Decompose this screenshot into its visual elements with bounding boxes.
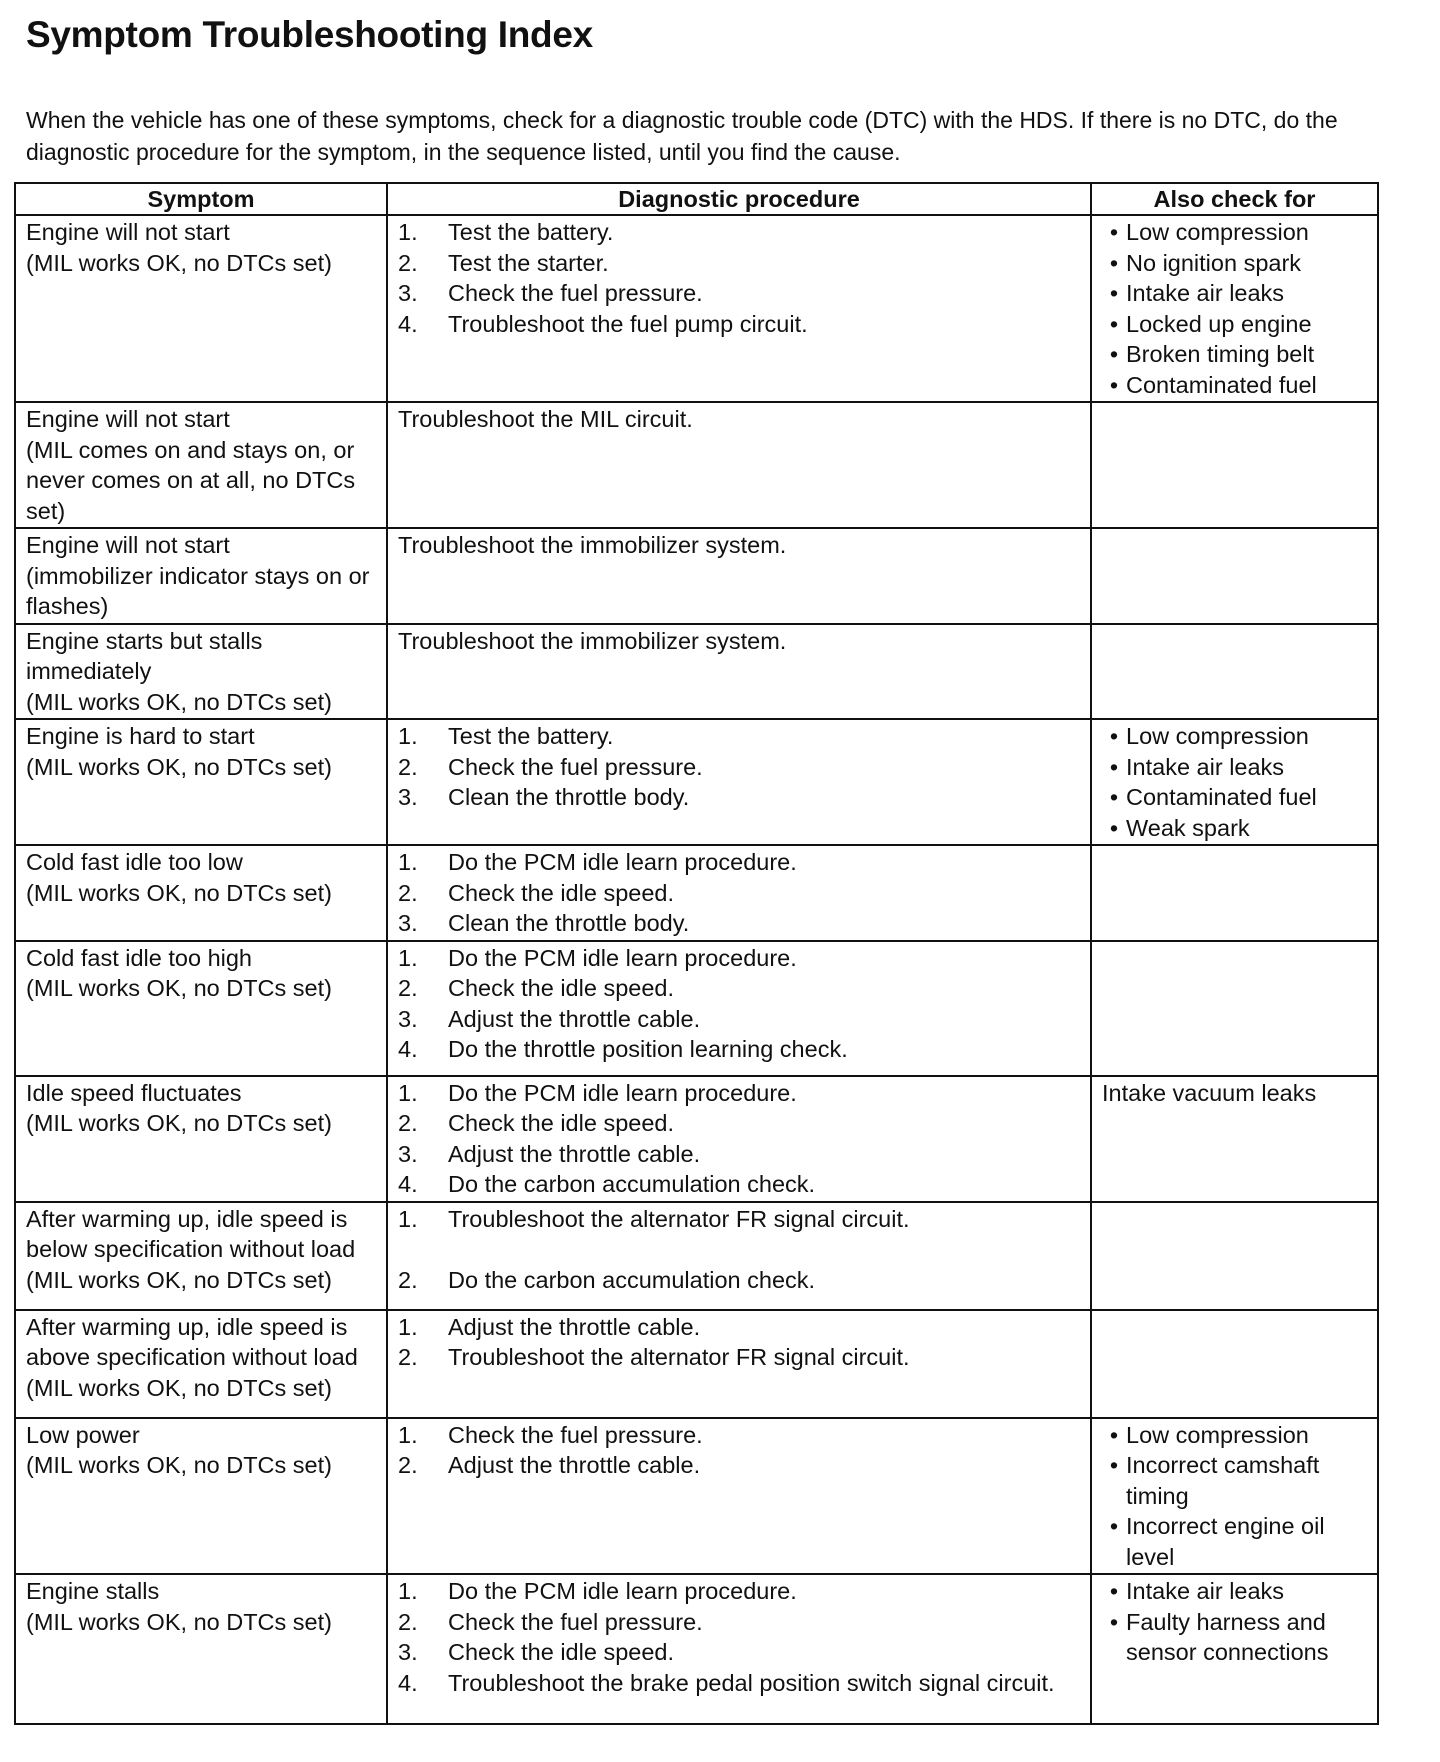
bullet-icon: • (1109, 814, 1119, 841)
table-row (15, 402, 1378, 528)
symptom-cell (15, 215, 387, 402)
also-check-item (1102, 370, 1367, 401)
also-check-text: No ignition spark (1126, 249, 1302, 276)
symptom-title: Engine stalls (26, 1578, 160, 1604)
step-text: Check the fuel pressure. (448, 280, 703, 306)
step-text: Do the PCM idle learn procedure. (448, 1079, 797, 1106)
symptom-cell (15, 1418, 387, 1575)
procedure-cell (387, 1202, 1091, 1310)
also-check-text: Low compression (1126, 1421, 1309, 1448)
intro-paragraph: When the vehicle has one of these symptoms, check for a diagnostic trouble code (DTC) with the HDS. If there is no DTC, do the diagnostic procedure for the symptom, in the sequence listed, until you find the cause. (26, 107, 1338, 165)
procedure-step (398, 1004, 1080, 1035)
page-title: Symptom Troubleshooting Index (26, 14, 593, 55)
bullet-icon: • (1109, 341, 1119, 367)
symptom-title: Cold fast idle too low (26, 849, 243, 875)
also-check-item (1102, 1576, 1367, 1607)
table-row (15, 845, 1378, 941)
step-text: Clean the throttle body. (448, 784, 690, 810)
step-number: 4. (398, 1036, 418, 1062)
also-check-cell (1091, 1418, 1378, 1575)
symptom-title: Idle speed fluctuates (26, 1079, 242, 1106)
symptom-title: Engine is hard to start (26, 723, 255, 749)
step-text: Check the idle speed. (448, 879, 675, 906)
bullet-icon: • (1109, 784, 1119, 810)
symptom-condition: (MIL works OK, no DTCs set) (26, 1110, 332, 1136)
procedure-cell (387, 845, 1091, 941)
procedure-step (398, 1637, 1080, 1668)
step-number: 1. (398, 849, 418, 875)
also-check-text: Contaminated fuel (1126, 784, 1317, 810)
table-row (15, 624, 1378, 720)
procedure-text: Troubleshoot the MIL circuit. (398, 406, 693, 432)
symptom-title: Cold fast idle too high (26, 944, 253, 971)
step-text: Clean the throttle body. (448, 910, 690, 936)
procedure-step (398, 1034, 1080, 1065)
step-text: Test the starter. (448, 249, 609, 276)
step-number: 2. (398, 249, 418, 276)
step-number: 4. (398, 1669, 418, 1696)
procedure-step (398, 1576, 1080, 1607)
procedure-step (398, 1312, 1080, 1343)
symptom-cell (15, 1076, 387, 1202)
also-check-cell (1091, 941, 1378, 1076)
bullet-icon: • (1109, 1513, 1119, 1539)
step-text: Adjust the throttle cable. (448, 1005, 701, 1032)
also-check-item (1102, 248, 1367, 279)
procedure-text: Troubleshoot the immobilizer system. (398, 532, 787, 558)
procedure-step (398, 847, 1080, 878)
table-row (15, 528, 1378, 624)
step-number: 4. (398, 310, 418, 337)
procedure-step (398, 1668, 1080, 1699)
header-diagnostic-procedure: Diagnostic procedure (387, 183, 1091, 215)
also-check-item (1102, 752, 1367, 783)
symptom-title: Engine will not start (26, 532, 230, 558)
symptom-title: After warming up, idle speed is below specification without load (26, 1205, 356, 1262)
step-number: 1. (398, 1313, 418, 1340)
table-row (15, 1574, 1378, 1724)
bullet-icon: • (1109, 310, 1119, 337)
procedure-step (398, 721, 1080, 752)
also-check-item (1102, 278, 1367, 309)
step-text: Check the fuel pressure. (448, 1421, 703, 1448)
table-row (15, 215, 1378, 402)
bullet-icon: • (1109, 723, 1119, 749)
also-check-item (1102, 1450, 1367, 1511)
procedure-step (398, 1169, 1080, 1200)
symptom-cell (15, 1310, 387, 1418)
symptom-cell (15, 528, 387, 624)
also-check-cell (1091, 1574, 1378, 1724)
bullet-icon: • (1109, 1421, 1119, 1448)
also-check-item (1102, 309, 1367, 340)
step-text: Troubleshoot the alternator FR signal circuit. (448, 1344, 910, 1370)
procedure-step (398, 1139, 1080, 1170)
bullet-icon: • (1109, 249, 1119, 276)
also-check-text: Weak spark (1126, 814, 1250, 841)
step-number: 1. (398, 219, 418, 245)
procedure-step (398, 1607, 1080, 1638)
symptom-condition: (MIL works OK, no DTCs set) (26, 688, 332, 715)
table-row (15, 941, 1378, 1076)
procedure-step (398, 943, 1080, 974)
step-number: 2. (398, 753, 418, 780)
step-text: Do the carbon accumulation check. (448, 1266, 816, 1293)
step-number: 1. (398, 723, 418, 749)
step-text: Adjust the throttle cable. (448, 1140, 701, 1167)
procedure-step (398, 248, 1080, 279)
step-text: Adjust the throttle cable. (448, 1313, 701, 1340)
bullet-icon: • (1109, 371, 1119, 398)
procedure-cell (387, 215, 1091, 402)
symptom-condition: (MIL works OK, no DTCs set) (26, 1266, 332, 1293)
step-number: 2. (398, 879, 418, 906)
step-text: Troubleshoot the brake pedal position switch signal circuit. (448, 1669, 1055, 1696)
procedure-cell (387, 624, 1091, 720)
also-check-item (1102, 217, 1367, 248)
step-number: 4. (398, 1171, 418, 1197)
symptom-condition: (MIL works OK, no DTCs set) (26, 975, 332, 1001)
symptom-condition: (MIL works OK, no DTCs set) (26, 1608, 332, 1635)
procedure-step (398, 1078, 1080, 1109)
table-row (15, 1076, 1378, 1202)
also-check-item (1102, 782, 1367, 813)
also-check-text: Broken timing belt (1126, 341, 1315, 367)
also-check-text: Locked up engine (1126, 310, 1312, 337)
procedure-step (398, 1204, 1080, 1235)
step-text: Do the throttle position learning check. (448, 1036, 848, 1062)
symptom-cell (15, 402, 387, 528)
table-row (15, 719, 1378, 845)
procedure-step (398, 1342, 1080, 1373)
step-text: Do the carbon accumulation check. (448, 1171, 816, 1197)
step-number: 2. (398, 1608, 418, 1635)
step-text: Test the battery. (448, 219, 614, 245)
symptom-title: Engine will not start (26, 406, 230, 432)
step-text: Check the idle speed. (448, 1639, 675, 1665)
procedure-text: Troubleshoot the immobilizer system. (398, 627, 787, 654)
symptom-cell (15, 1574, 387, 1724)
table-row (15, 1418, 1378, 1575)
also-check-text: Low compression (1126, 219, 1309, 245)
also-check-item (1102, 1607, 1367, 1668)
also-check-item (1102, 1420, 1367, 1451)
step-text: Check the idle speed. (448, 1110, 675, 1136)
procedure-step (398, 278, 1080, 309)
procedure-step (398, 878, 1080, 909)
symptom-cell (15, 719, 387, 845)
symptom-title: Engine will not start (26, 219, 230, 245)
step-text: Check the idle speed. (448, 975, 675, 1001)
step-number: 3. (398, 784, 418, 810)
step-number: 3. (398, 910, 418, 936)
also-check-item (1102, 1511, 1367, 1572)
step-number: 1. (398, 1578, 418, 1604)
symptom-condition: (MIL works OK, no DTCs set) (26, 249, 332, 276)
procedure-step (398, 1108, 1080, 1139)
procedure-cell (387, 1076, 1091, 1202)
also-check-text: Intake vacuum leaks (1102, 1079, 1317, 1106)
procedure-step (398, 309, 1080, 340)
procedure-cell (387, 528, 1091, 624)
header-symptom: Symptom (15, 183, 387, 215)
step-text: Adjust the throttle cable. (448, 1452, 701, 1478)
header-also-check-for: Also check for (1091, 183, 1378, 215)
symptom-condition: (MIL works OK, no DTCs set) (26, 1374, 332, 1401)
bullet-icon: • (1109, 280, 1119, 306)
table-header-row (15, 183, 1378, 215)
also-check-cell (1091, 1310, 1378, 1418)
also-check-text: Incorrect engine oil level (1126, 1513, 1325, 1570)
also-check-cell (1091, 1202, 1378, 1310)
step-number: 1. (398, 944, 418, 971)
symptom-condition: (immobilizer indicator stays on or flashes) (26, 562, 370, 619)
symptom-condition: (MIL comes on and stays on, or never comes on at all, no DTCs set) (26, 436, 356, 524)
also-check-text: Intake air leaks (1126, 1578, 1285, 1604)
also-check-cell (1091, 528, 1378, 624)
step-number: 2. (398, 1110, 418, 1136)
symptom-title: After warming up, idle speed is above specification without load (26, 1313, 358, 1370)
step-text: Check the fuel pressure. (448, 753, 703, 780)
symptom-cell (15, 1202, 387, 1310)
step-text: Do the PCM idle learn procedure. (448, 849, 797, 875)
also-check-item (1102, 813, 1367, 844)
bullet-icon: • (1109, 753, 1119, 780)
bullet-icon: • (1109, 219, 1119, 245)
step-text: Test the battery. (448, 723, 614, 749)
symptom-cell (15, 941, 387, 1076)
symptom-title: Low power (26, 1421, 140, 1448)
table-row (15, 1202, 1378, 1310)
bullet-icon: • (1109, 1452, 1119, 1478)
procedure-cell (387, 1418, 1091, 1575)
bullet-icon: • (1109, 1578, 1119, 1604)
table-row (15, 1310, 1378, 1418)
also-check-cell (1091, 845, 1378, 941)
also-check-text: Contaminated fuel (1126, 371, 1317, 398)
procedure-cell (387, 402, 1091, 528)
step-number: 3. (398, 1639, 418, 1665)
also-check-text: Faulty harness and sensor connections (1126, 1608, 1329, 1665)
step-text: Do the PCM idle learn procedure. (448, 1578, 797, 1604)
symptom-condition: (MIL works OK, no DTCs set) (26, 1452, 332, 1478)
bullet-icon: • (1109, 1608, 1119, 1635)
also-check-cell (1091, 402, 1378, 528)
also-check-text: Low compression (1126, 723, 1309, 749)
step-number: 3. (398, 280, 418, 306)
step-text: Do the PCM idle learn procedure. (448, 944, 797, 971)
also-check-text: Intake air leaks (1126, 280, 1285, 306)
procedure-step (398, 217, 1080, 248)
procedure-step (398, 782, 1080, 813)
also-check-text: Intake air leaks (1126, 753, 1285, 780)
step-text: Troubleshoot the alternator FR signal circuit. (448, 1205, 910, 1232)
procedure-step (398, 752, 1080, 783)
step-text: Troubleshoot the fuel pump circuit. (448, 310, 808, 337)
step-text: Check the fuel pressure. (448, 1608, 703, 1635)
procedure-step (398, 1265, 1080, 1296)
step-number: 1. (398, 1421, 418, 1448)
symptom-title: Engine starts but stalls immediately (26, 627, 263, 684)
step-number: 3. (398, 1140, 418, 1167)
step-number: 3. (398, 1005, 418, 1032)
procedure-step (398, 1420, 1080, 1451)
procedure-cell (387, 719, 1091, 845)
step-number: 2. (398, 975, 418, 1001)
step-number: 2. (398, 1452, 418, 1478)
step-number: 2. (398, 1344, 418, 1370)
procedure-step (398, 1450, 1080, 1481)
also-check-cell (1091, 719, 1378, 845)
procedure-cell (387, 941, 1091, 1076)
also-check-cell (1091, 215, 1378, 402)
document-page (26, 10, 1416, 168)
also-check-cell (1091, 624, 1378, 720)
symptom-cell (15, 845, 387, 941)
procedure-cell (387, 1310, 1091, 1418)
symptom-condition: (MIL works OK, no DTCs set) (26, 753, 332, 780)
also-check-cell (1091, 1076, 1378, 1202)
step-number: 2. (398, 1266, 418, 1293)
also-check-item (1102, 339, 1367, 370)
symptom-cell (15, 624, 387, 720)
step-number: 1. (398, 1079, 418, 1106)
procedure-cell (387, 1574, 1091, 1724)
symptom-condition: (MIL works OK, no DTCs set) (26, 879, 332, 906)
also-check-text: Incorrect camshaft timing (1126, 1452, 1320, 1509)
step-number: 1. (398, 1205, 418, 1232)
procedure-step (398, 908, 1080, 939)
also-check-item (1102, 721, 1367, 752)
procedure-step (398, 973, 1080, 1004)
symptom-table (14, 182, 1379, 1725)
